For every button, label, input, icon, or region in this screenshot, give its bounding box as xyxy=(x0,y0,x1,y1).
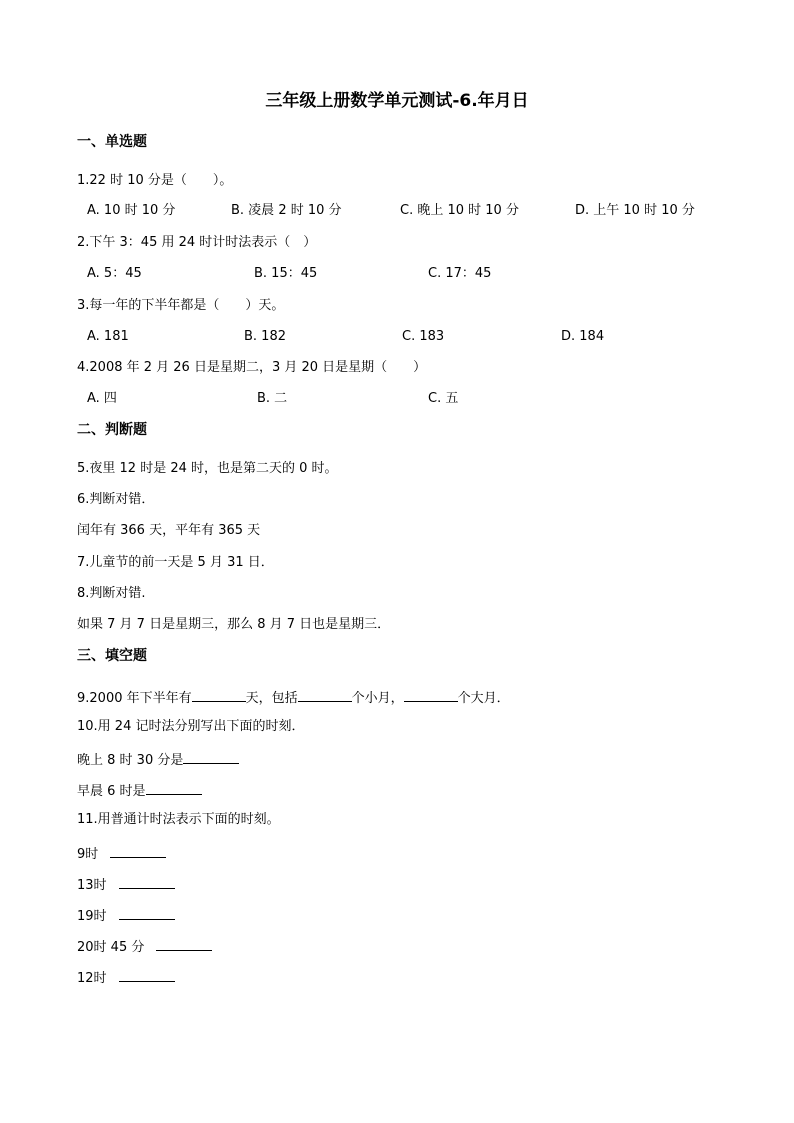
question-11-item xyxy=(77,967,175,988)
question-11-item-label: 12时 xyxy=(77,971,107,986)
question-4-option-a: A. 四 xyxy=(87,391,117,406)
question-10-b xyxy=(77,780,202,801)
answer-blank[interactable] xyxy=(119,874,175,889)
question-11-item-label: 19时 xyxy=(77,909,107,924)
question-9-part-4: 个大月． xyxy=(457,691,510,706)
question-11-item-label: 13时 xyxy=(77,878,107,893)
question-1-option-a: A. 10 时 10 分 xyxy=(87,203,176,218)
answer-blank[interactable] xyxy=(192,687,246,702)
question-3-option-a: A. 181 xyxy=(87,329,129,344)
question-11-item-label: 20时 45 分 xyxy=(77,940,145,955)
question-1-stem: 1.22 时 10 分是（ ）。 xyxy=(77,173,233,188)
question-11-stem: 11.用普通计时法表示下面的时刻。 xyxy=(77,812,280,827)
question-11-item xyxy=(77,874,175,895)
question-11-item xyxy=(77,936,212,957)
section-heading-true-false: 二、判断题 xyxy=(77,422,147,438)
question-3-option-c: C. 183 xyxy=(402,329,445,344)
question-3-option-d: D. 184 xyxy=(561,329,605,344)
question-11-item-label: 9时 xyxy=(77,847,99,862)
question-10-b-label: 早晨 6 时是 xyxy=(77,784,146,799)
question-4-stem: 4.2008 年 2 月 26 日是星期二，3 月 20 日是星期（ ） xyxy=(77,360,427,375)
question-9-part-1: 9.2000 年下半年有 xyxy=(77,691,192,706)
answer-blank[interactable] xyxy=(146,780,202,795)
question-2-stem: 2.下午 3：45 用 24 时计时法表示（ ） xyxy=(77,235,317,250)
section-heading-fill-blank: 三、填空题 xyxy=(77,648,147,664)
question-7: 7.儿童节的前一天是 5 月 31 日． xyxy=(77,555,274,570)
question-6-stem: 6.判断对错． xyxy=(77,492,155,507)
question-2-option-b: B. 15：45 xyxy=(254,266,318,281)
question-11-item xyxy=(77,843,166,864)
question-5: 5.夜里 12 时是 24 时，也是第二天的 0 时。 xyxy=(77,461,338,476)
question-9-part-2: 天，包括 xyxy=(245,691,298,706)
answer-blank[interactable] xyxy=(110,843,166,858)
question-3-stem: 3.每一年的下半年都是（ ）天。 xyxy=(77,298,285,313)
question-3-option-b: B. 182 xyxy=(244,329,286,344)
page-title: 三年级上册数学单元测试-6.年月日 xyxy=(265,91,529,111)
question-6-text: 闰年有 366 天，平年有 365 天 xyxy=(77,523,261,538)
question-10-a xyxy=(77,749,239,770)
question-2-option-c: C. 17：45 xyxy=(428,266,492,281)
question-10-stem: 10.用 24 记时法分别写出下面的时刻． xyxy=(77,719,305,734)
question-1-option-b: B. 凌晨 2 时 10 分 xyxy=(231,203,342,218)
answer-blank[interactable] xyxy=(183,749,239,764)
question-10-a-label: 晚上 8 时 30 分是 xyxy=(77,753,184,768)
question-8-text: 如果 7 月 7 日是星期三，那么 8 月 7 日也是星期三． xyxy=(77,617,391,632)
question-9-part-3: 个小月， xyxy=(351,691,404,706)
question-4-option-b: B. 二 xyxy=(257,391,288,406)
answer-blank[interactable] xyxy=(119,967,175,982)
question-1-option-d: D. 上午 10 时 10 分 xyxy=(575,203,695,218)
question-1-option-c: C. 晚上 10 时 10 分 xyxy=(400,203,519,218)
question-11-item xyxy=(77,905,175,926)
question-8-stem: 8.判断对错. xyxy=(77,586,146,601)
question-4-option-c: C. 五 xyxy=(428,391,459,406)
answer-blank[interactable] xyxy=(119,905,175,920)
answer-blank[interactable] xyxy=(156,936,212,951)
question-9 xyxy=(77,687,510,708)
answer-blank[interactable] xyxy=(404,687,458,702)
answer-blank[interactable] xyxy=(298,687,352,702)
question-2-option-a: A. 5：45 xyxy=(87,266,142,281)
section-heading-single-choice: 一、单选题 xyxy=(77,134,147,150)
